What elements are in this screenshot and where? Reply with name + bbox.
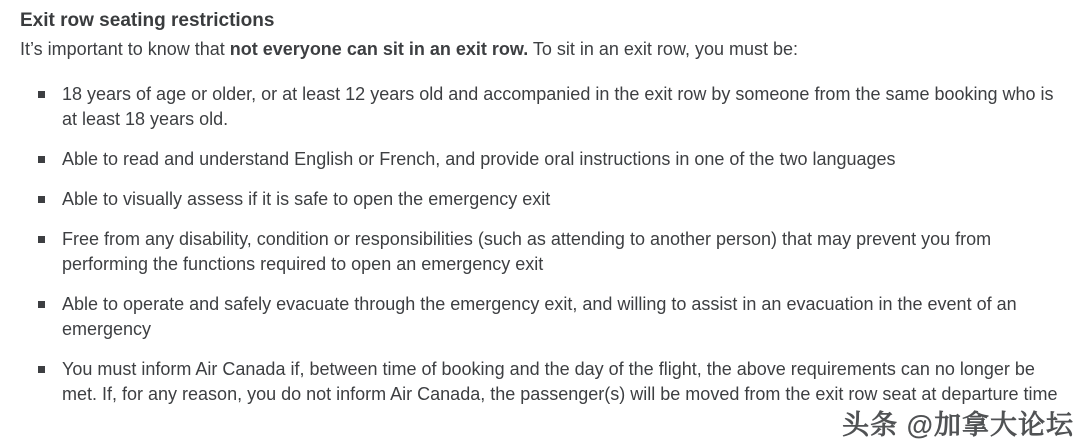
page-title: Exit row seating restrictions	[20, 10, 275, 31]
list-item: Able to visually assess if it is safe to open the emergency exit	[62, 187, 1065, 212]
intro-paragraph	[20, 36, 1050, 62]
list-item: Able to operate and safely evacuate through the emergency exit, and willing to assist in an evacuation in the event of an emergency	[62, 292, 1065, 342]
watermark: 头条 @加拿大论坛	[842, 410, 1074, 440]
list-item: 18 years of age or older, or at least 12 years old and accompanied in the exit row by someone from the same booking who is at least 18 years old.	[62, 82, 1065, 132]
intro-text-leading: It’s important to know that	[20, 39, 230, 59]
list-item: Free from any disability, condition or responsibilities (such as attending to another person) that may prevent you from performing the functions required to open an emergency exit	[62, 227, 1065, 277]
restrictions-list	[20, 82, 1065, 407]
list-item: Able to read and understand English or French, and provide oral instructions in one of the two languages	[62, 147, 1065, 172]
intro-text-trailing: To sit in an exit row, you must be:	[528, 39, 799, 59]
list-item: You must inform Air Canada if, between time of booking and the day of the flight, the above requirements can no longer be met. If, for any reason, you do not inform Air Canada, the passenger(s) will be moved from the exit row seat at departure time	[62, 357, 1065, 407]
intro-text-emphasis: not everyone can sit in an exit row.	[229, 39, 529, 59]
